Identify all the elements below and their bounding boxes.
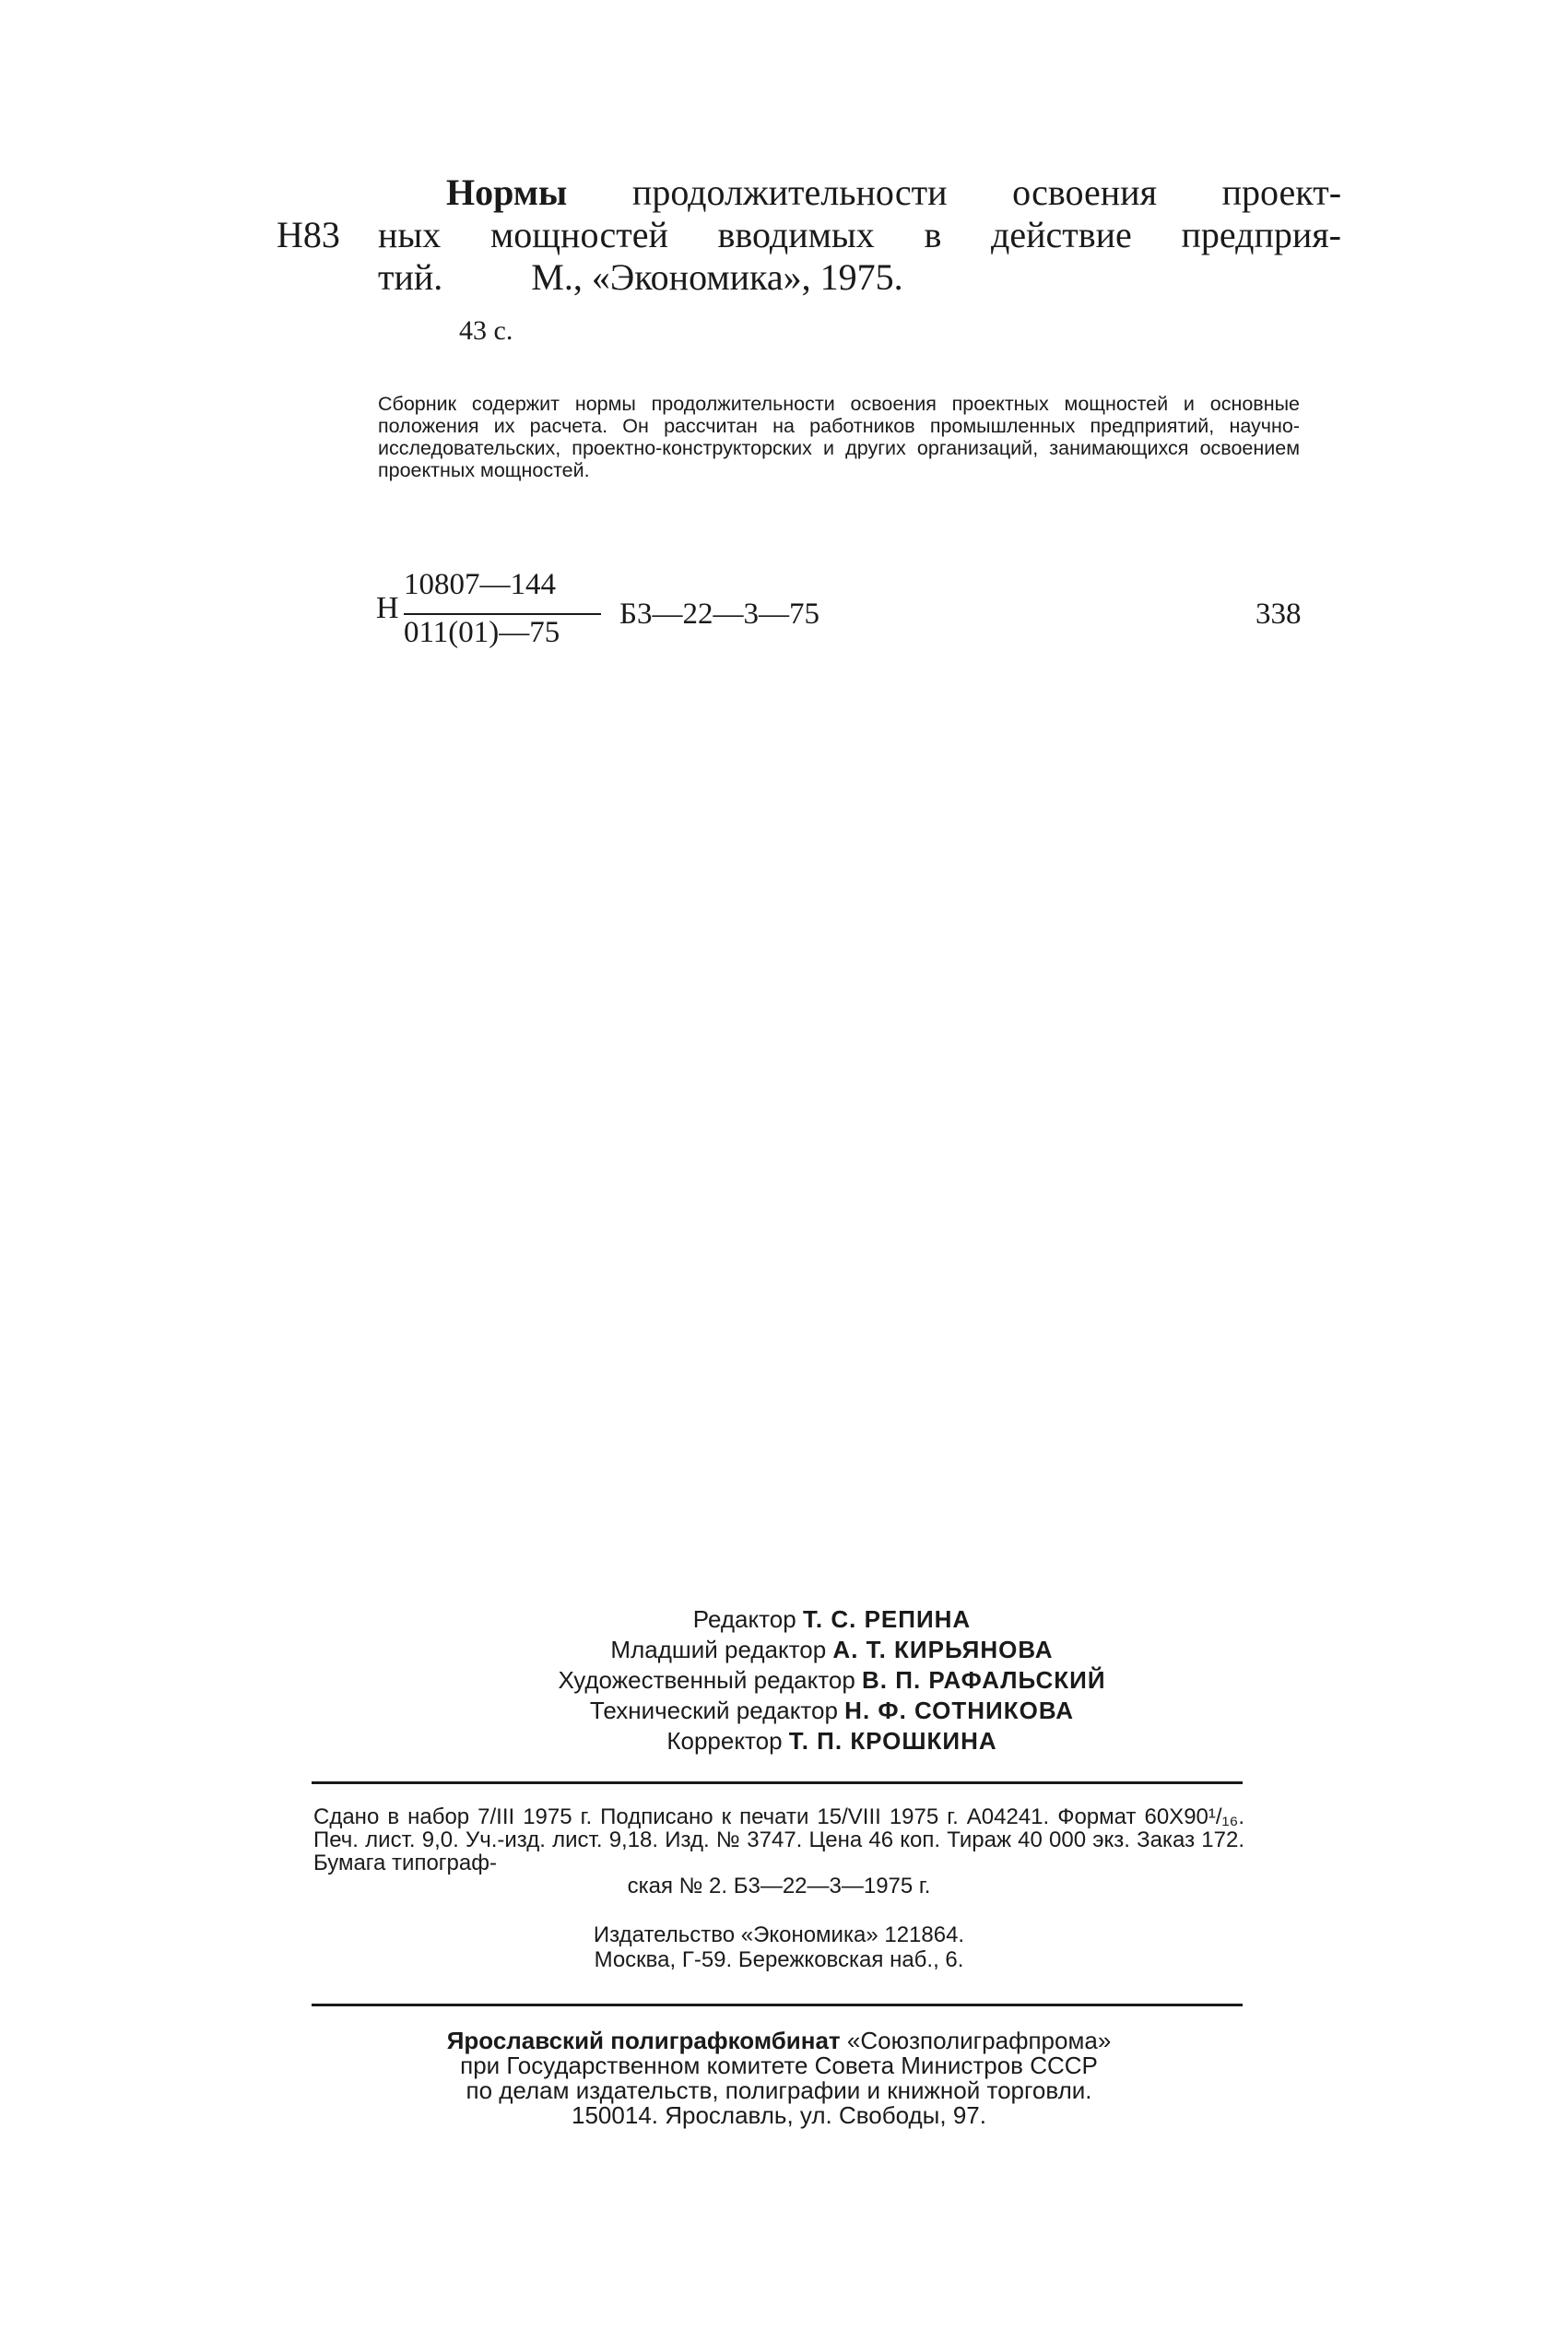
credit-name: В. П. РАФАЛЬСКИЙ	[862, 1666, 1106, 1694]
index-letter: Н	[376, 591, 399, 625]
title-line-3-start: тий.	[378, 256, 443, 298]
credit-role: Младший редактор	[610, 1636, 827, 1663]
credit-role: Корректор	[666, 1727, 783, 1755]
imprint-last-line: ская № 2. Б3—22—3—1975 г.	[627, 1874, 931, 1898]
title-line-2: ных мощностей вводимых в действие предприя-	[378, 214, 1341, 255]
annotation-text: Сборник содержит нормы продолжительности освоения проектных мощностей и основные положения их расчета. Он рассчитан на работников промышленных предприятий, научно-исследовательских, проектно-конструкторских и других организаций, занимающихся освоением проектных мощностей.	[378, 393, 1300, 481]
publisher-address	[313, 1922, 1244, 1972]
publisher-info: М., «Экономика», 1975.	[531, 256, 903, 298]
credit-role: Технический редактор	[589, 1697, 838, 1724]
catalog-code: Н83	[277, 214, 340, 255]
imprint-block	[313, 1805, 1244, 1898]
publisher-line-2: Москва, Г-59. Бережковская наб., 6.	[594, 1947, 964, 1972]
publisher-line-1: Издательство «Экономика» 121864.	[593, 1922, 965, 1947]
classification-code: 338	[1256, 597, 1302, 631]
printer-line-4: 150014. Ярославль, ул. Свободы, 97.	[572, 2101, 986, 2129]
credit-name: Н. Ф. СОТНИКОВА	[844, 1697, 1075, 1724]
book-title	[378, 171, 1341, 299]
printer-block	[313, 2028, 1244, 2128]
credits-block	[424, 1604, 1240, 1756]
credit-line	[424, 1635, 1240, 1665]
printer-line-2: при Государственном комитете Совета Министров СССР	[460, 2052, 1098, 2079]
credit-line	[424, 1665, 1240, 1696]
title-line-1	[378, 171, 1341, 214]
credit-role: Художественный редактор	[558, 1666, 855, 1694]
imprint-text: Сдано в набор 7/III 1975 г. Подписано к печати 15/VIII 1975 г. А04241. Формат 60Х90¹/₁₆. Печ. лист. 9,0. Уч.-изд. лист. 9,18. Изд. № 3747. Цена 46 коп. Тираж 40 000 экз. Заказ 172. Бумага типограф-	[313, 1804, 1244, 1875]
credit-name: Т. П. КРОШКИНА	[788, 1727, 997, 1755]
printer-name: Ярославский полиграфкомбинат	[446, 2027, 841, 2054]
printer-line-3: по делам издательств, полиграфии и книжной торговли.	[466, 2076, 1092, 2104]
bbk-code: Б3—22—3—75	[619, 597, 819, 631]
index-denominator: 011(01)—75	[404, 616, 560, 649]
credit-role: Редактор	[692, 1605, 796, 1633]
credit-name: А. Т. КИРЬЯНОВА	[832, 1636, 1054, 1663]
fraction-bar	[404, 613, 601, 615]
credit-line	[424, 1604, 1240, 1635]
divider-rule	[312, 1781, 1243, 1784]
title-line-3	[378, 256, 1341, 299]
printer-line-1-rest: «Союзполиграфпрома»	[846, 2027, 1112, 2054]
title-line-1-rest: продолжительности освоения проект-	[631, 171, 1342, 213]
title-bold-word: Нормы	[446, 171, 568, 213]
credit-line	[424, 1726, 1240, 1756]
index-numerator: 10807—144	[404, 568, 556, 601]
printer-line-1	[313, 2028, 1244, 2053]
credit-name: Т. С. РЕПИНА	[802, 1605, 972, 1633]
divider-rule	[312, 2004, 1243, 2006]
page-count: 43 с.	[459, 315, 513, 346]
credit-line	[424, 1696, 1240, 1726]
